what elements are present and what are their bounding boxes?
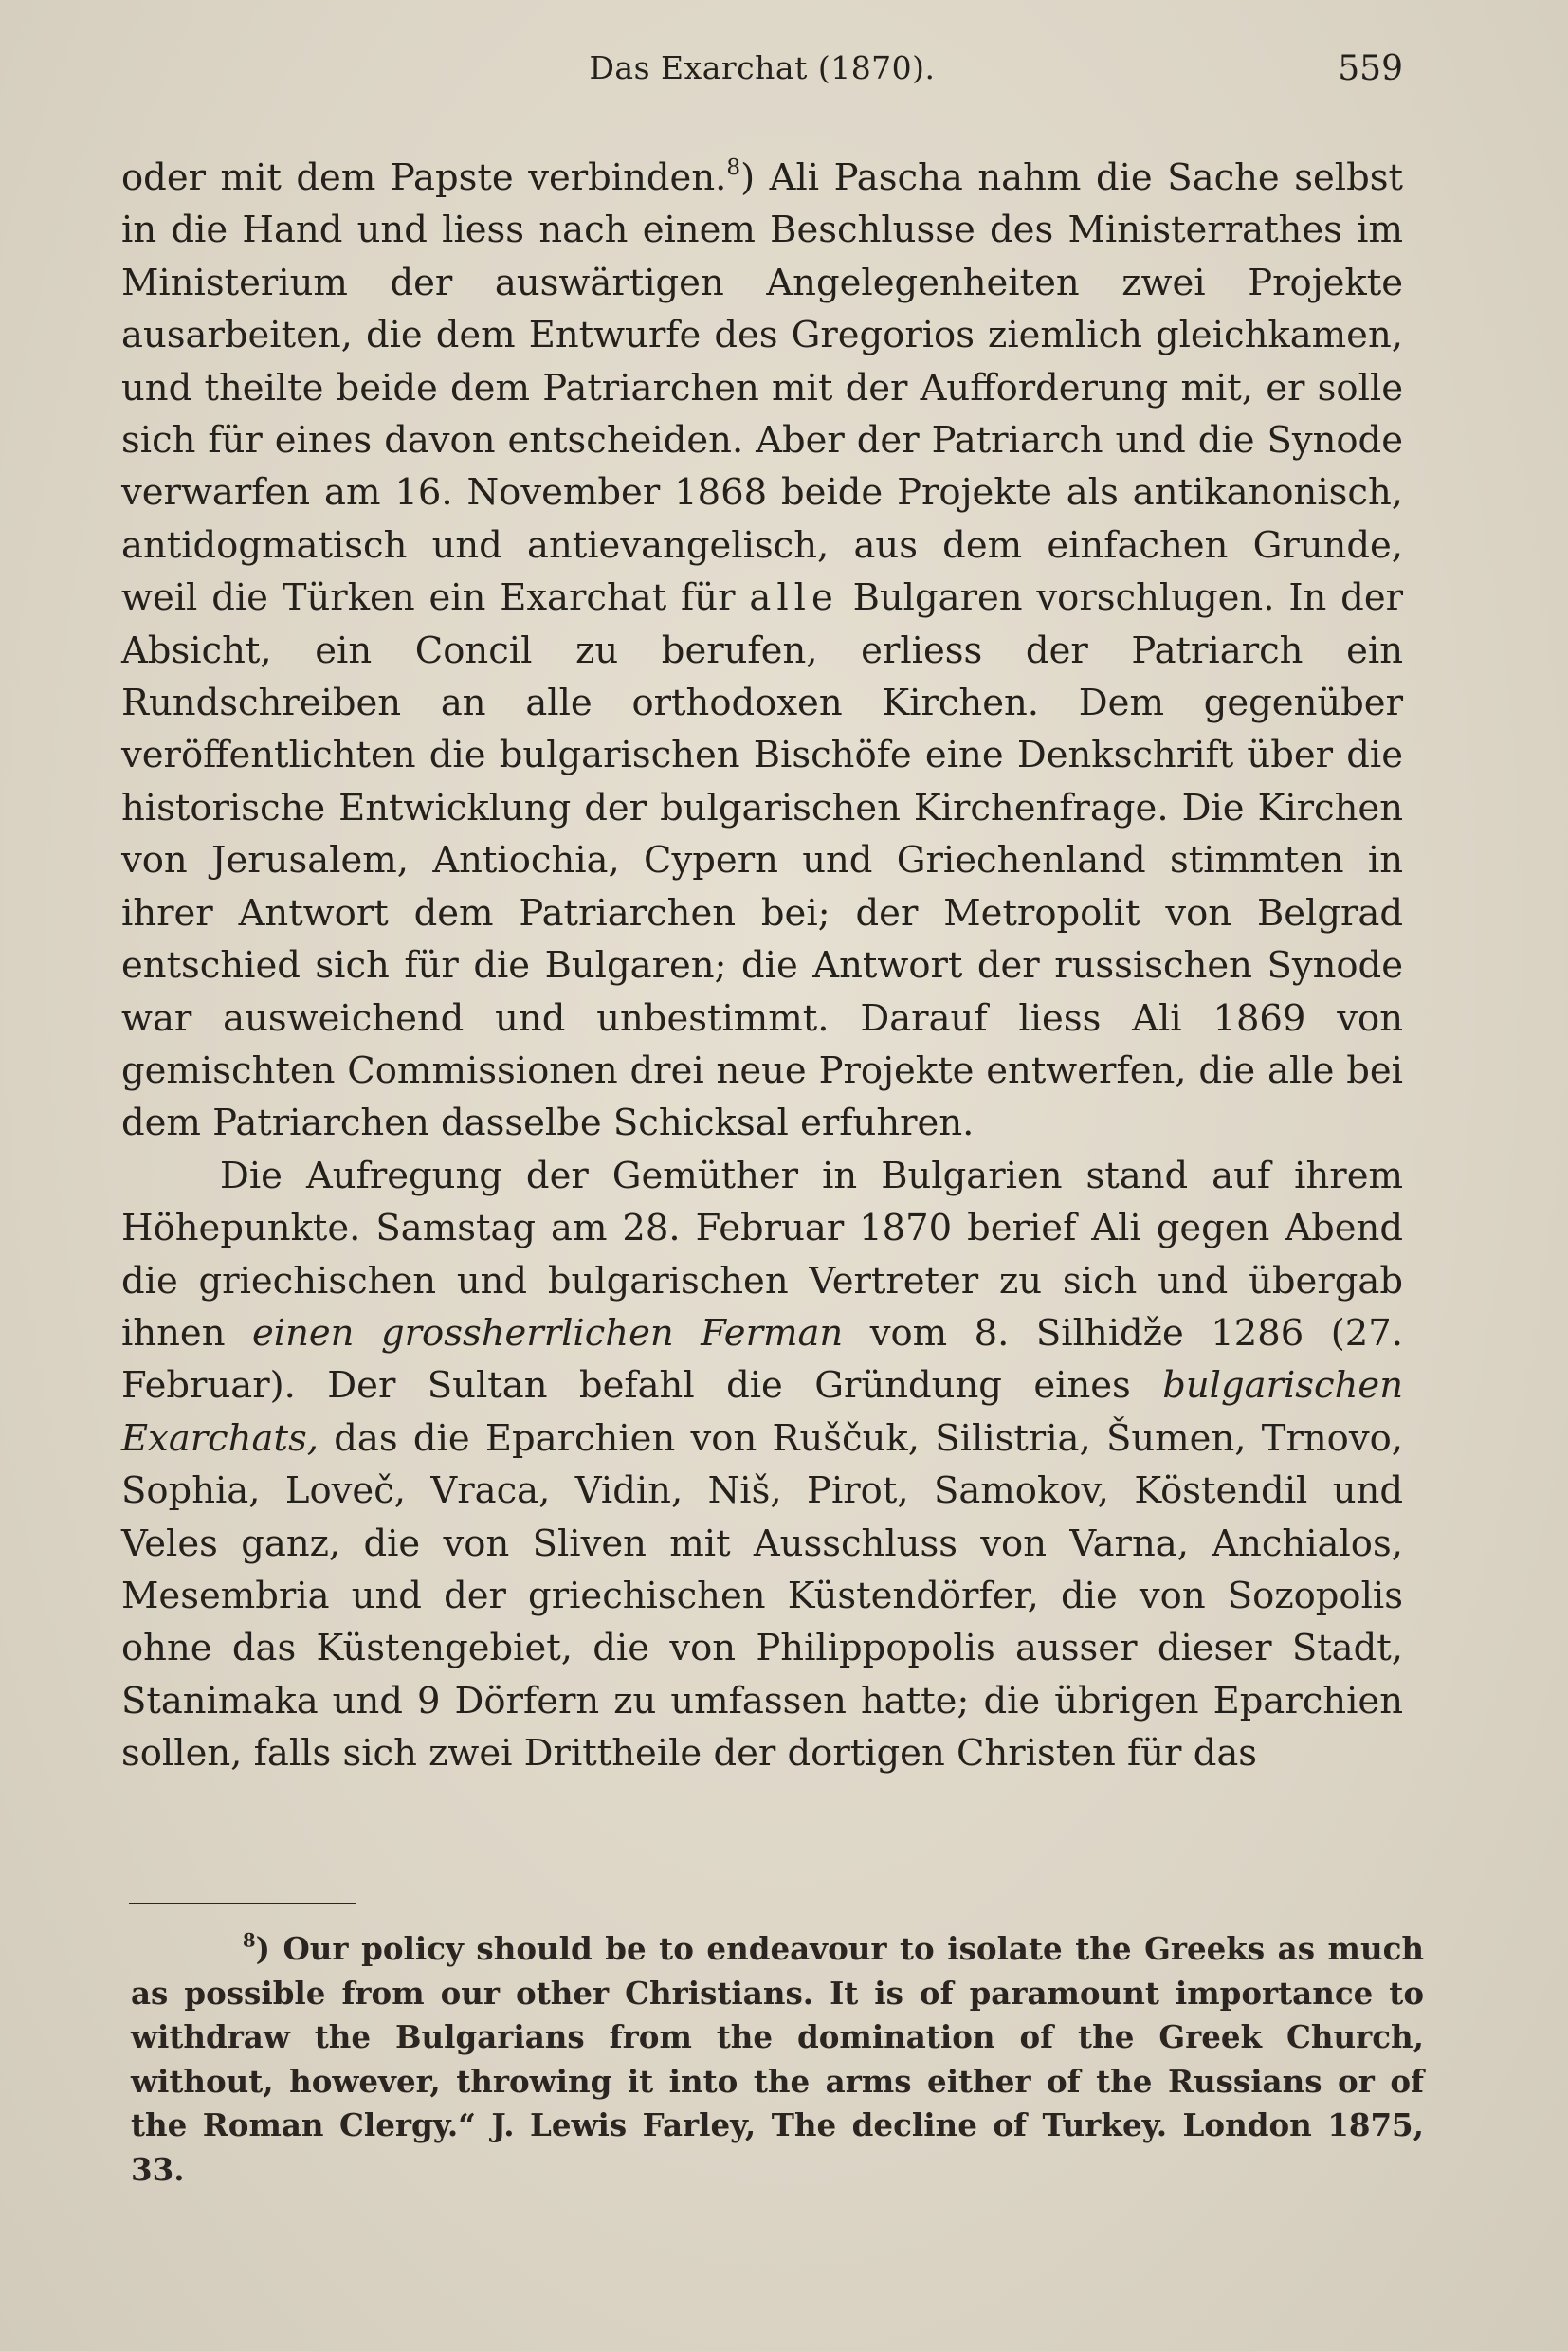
paragraph-1-part-3: Bulgaren vorschlugen. In der Absicht, ein Concil zu berufen, erliess der Patriarch ein Rundschreiben an alle orthodoxen Kirchen. Dem gegenüber veröffentlichten die bulgarischen Bischöfe eine Denkschrift über die historische Entwicklung der bulgarischen Kirchenfrage. Die Kirchen von Jerusalem, Antiochia, Cypern und Griechenland stimmten in ihrer Antwort dem Patriarchen bei; der Metropolit von Belgrad entschied sich für die Bulgaren; die Antwort der russischen Synode war ausweichend und unbestimmt. Darauf liess Ali 1869 von gemischten Commissionen drei neue Projekte entwerfen, die alle bei dem Patriarchen dasselbe Schicksal erfuhren.	[121, 576, 1404, 1145]
paragraph-2-part-3: das die Eparchien von Ruščuk, Silistria, Šumen, Trnovo, Sophia, Loveč, Vraca, Vidin, Niš, Pirot, Samokov, Köstendil und Veles ganz, die von Sliven mit Ausschluss von Varna, Anchialos, Mesembria und der griechischen Küstendörfer, die von Sozopolis ohne das Küstengebiet, die von Philippopolis ausser dieser Stadt, Stanimaka und 9 Dörfern zu umfassen hatte; die übrigen Eparchien sollen, falls sich zwei Drittheile der dortigen Christen für das	[121, 1416, 1403, 1776]
main-text	[121, 152, 1403, 1780]
spaced-word-alle: alle	[749, 576, 839, 620]
paragraph-2-part-2: vom 8. Silhidže 1286 (27. Februar). Der Sultan befahl die Gründung eines	[121, 1311, 1403, 1408]
paragraph-1-part-1: oder mit dem Papste verbinden.	[121, 156, 727, 199]
paragraph-2	[121, 1150, 1403, 1780]
footnote-reference: 8	[726, 155, 741, 180]
italic-ferman: einen grossherrlichen Ferman	[252, 1311, 844, 1355]
footnote-8	[131, 1927, 1424, 2192]
paragraph-2-part-1: Die Aufregung der Gemüther in Bulgarien stand auf ihrem Höhepunkte. Samstag am 28. Februar 1870 berief Ali gegen Abend die griechischen und bulgarischen Vertreter zu sich und übergab ihnen	[121, 1154, 1403, 1355]
paragraph-1-part-2: ) Ali Pascha nahm die Sache selbst in die Hand und liess nach einem Beschlusse des Ministerrathes im Ministerium der auswärtigen Angelegenheiten zwei Projekte ausarbeiten, die dem Entwurfe des Gregorios ziemlich gleichkamen, und theilte beide dem Patriarchen mit der Aufforderung mit, er solle sich für eines davon entscheiden. Aber der Patriarch und die Synode verwarfen am 16. November 1868 beide Projekte als antikanonisch, antidogmatisch und antievangelisch, aus dem einfachen Grunde, weil die Türken ein Exarchat für	[121, 156, 1403, 620]
running-title: Das Exarchat (1870).	[589, 49, 936, 86]
page-header	[121, 49, 1403, 97]
footnote-marker: 8	[243, 1929, 256, 1952]
footnote-separator	[129, 1903, 356, 1904]
page-number: 559	[1338, 49, 1403, 88]
footnotes	[131, 1927, 1424, 2192]
footnote-text: ) Our policy should be to endeavour to isolate the Greeks as much as possible from our other Christians. It is of paramount importance to withdraw the Bulgarians from the domination of the Greek Church, without, however, throwing it into the arms either of the Russians or of the Roman Clergy.“ J. Lewis Farley, The decline of Turkey. London 1875, 33.	[131, 1930, 1424, 2188]
paragraph-1	[121, 152, 1403, 1150]
italic-exarchat: bulgarischen Exarchats,	[121, 1364, 1403, 1460]
